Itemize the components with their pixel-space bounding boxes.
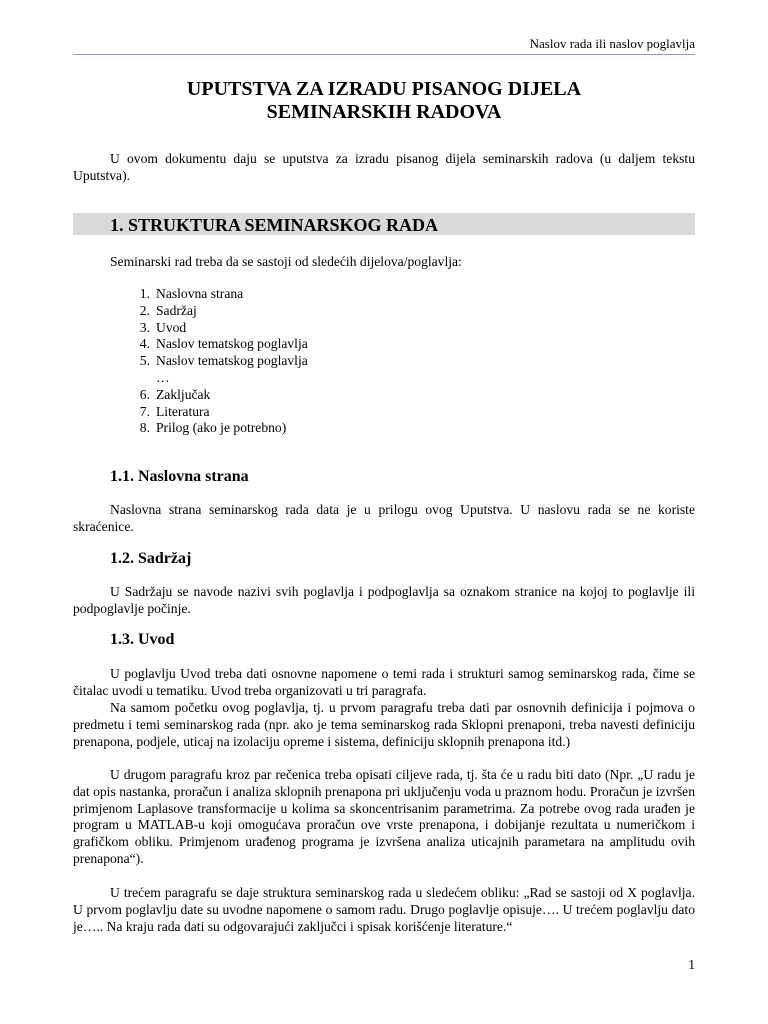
list-item: 5. Naslov tematskog poglavlja: [139, 353, 308, 369]
list-item: 1. Naslovna strana: [139, 286, 244, 301]
paragraph-uvod-1: U poglavlju Uvod treba dati osnovne napomene o temi rada i strukturi samog seminarskog rada, čime se čitalac uvodi u tematiku. Uvod treba organizovati u tri paragrafa.: [73, 666, 695, 698]
list-item-ellipsis: …: [156, 369, 170, 385]
section-lead-paragraph: Seminarski rad treba da se sastoji od sledećih dijelova/poglavlja:: [110, 254, 462, 269]
paragraph-uvod-4: U trećem paragrafu se daje struktura seminarskog rada u sledećem obliku: „Rad se sastoji od X poglavlja. U prvom poglavlju date su uvodne napomene o samom radu. Drugo poglavlje opisuje…. U trećem poglavlju dato je….. Na kraju rada dati su odgovarajući zaključci i spisak korišćenje literature.“: [73, 885, 695, 934]
list-item: 7. Literatura: [139, 403, 210, 419]
running-header-title: Naslov rada ili naslov poglavlja: [529, 36, 695, 51]
subheading-uvod: 1.3. Uvod: [110, 631, 175, 648]
section-heading-structure: [73, 213, 695, 235]
list-item: 4. Naslov tematskog poglavlja: [139, 336, 308, 352]
document-title-line-1: UPUTSTVA ZA IZRADU PISANOG DIJELA: [186, 78, 582, 100]
list-item: 8. Prilog (ako je potrebno): [139, 420, 287, 436]
running-header: [73, 36, 695, 55]
intro-paragraph: U ovom dokumentu daju se uputstva za izradu pisanog dijela seminarskih radova (u daljem tekstu Uputstva).: [73, 151, 695, 183]
subheading-naslovna-strana: 1.1. Naslovna strana: [110, 468, 249, 485]
list-item: 3. Uvod: [139, 319, 187, 335]
paragraph-uvod-3: U drugom paragrafu kroz par rečenica treba opisati ciljeve rada, tj. šta će u radu biti dato (Npr. „U radu je dat opis nastanka, proračun i analiza sklopnih prenapona pri uključenju voda u praznom hodu. Proračun je izvršen primjenom Laplasove transformacije u kolima sa skoncentrisanim parametrima. Za potrebe ovog rada urađen je program u MATLAB-u koji omogućava proračun ove vrste prenapona, i dobijanje rezultata u numeričkom i grafičkom obliku. Primjenom urađenog programa je izvršena analiza uticajnih parametara na amplitudu ovih prenapona“).: [73, 767, 695, 866]
document-title: [73, 78, 695, 124]
structure-list: [110, 286, 308, 437]
paragraph-sadrzaj: U Sadržaju se navode nazivi svih poglavlja i podpoglavlja sa oznakom stranice na kojoj to poglavlje ili podpoglavlje počinje.: [73, 584, 695, 616]
paragraph-uvod-2: Na samom početku ovog poglavlja, tj. u prvom paragrafu treba dati par osnovnih definicija i pojmova o predmetu i temi seminarskog rada (npr. ako je tema seminarskog rada Sklopni prenaponi, treba navesti definiciju prenapona, podjele, uticaj na izolaciju opreme i sistema, definiciju sklopnih prenapona itd.): [73, 700, 695, 749]
list-item: 6. Zaključak: [139, 386, 211, 402]
list-item: 2. Sadržaj: [139, 302, 197, 318]
paragraph-naslovna-strana: Naslovna strana seminarskog rada data je u prilogu ovog Uputstva. U naslovu rada se ne koriste skraćenice.: [73, 502, 695, 534]
section-heading-text: 1. STRUKTURA SEMINARSKOG RADA: [110, 215, 439, 235]
document-title-line-2: SEMINARSKIH RADOVA: [266, 101, 502, 123]
subheading-sadrzaj: 1.2. Sadržaj: [110, 550, 192, 567]
page-number: 1: [688, 957, 695, 972]
